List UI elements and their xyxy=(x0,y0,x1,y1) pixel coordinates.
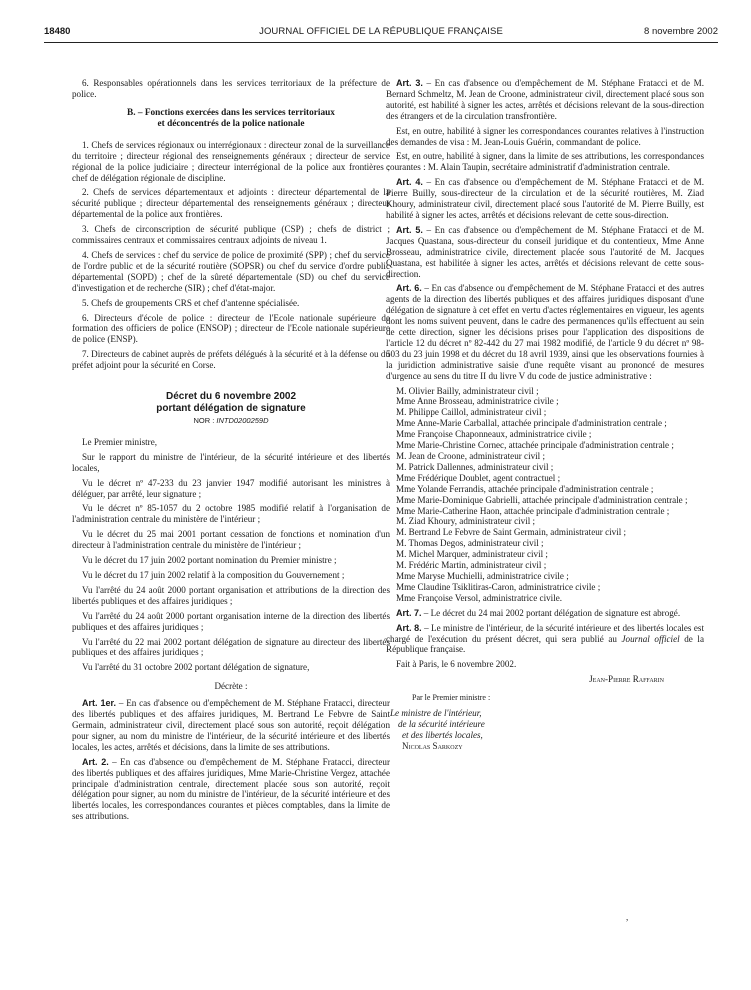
visa: Sur le rapport du ministre de l'intérieur, de la sécurité intérieure et des libertés locales, xyxy=(72,451,390,473)
visa: Vu l'arrêté du 24 août 2000 portant organisation et attributions de la direction des libertés publiques et des affaires juridiques ; xyxy=(72,584,390,606)
visa: Vu le décret du 17 juin 2002 portant nomination du Premier ministre ; xyxy=(82,555,337,566)
article-6-label: Art. 6. xyxy=(396,283,422,294)
decree-title-line-2: portant délégation de signature xyxy=(156,402,306,414)
section-b-title xyxy=(72,108,390,130)
signatory-name: Jean-Pierre Raffarin xyxy=(589,674,664,685)
journal-title: JOURNAL OFFICIEL DE LA RÉPUBLIQUE FRANÇAISE xyxy=(259,26,503,37)
list-item: M. Patrick Dallennes, administrateur civil ; xyxy=(396,461,554,472)
minister-title xyxy=(386,708,704,741)
minister-title-line-3: et des libertés locales, xyxy=(402,730,483,741)
fait-a-paris: Fait à Paris, le 6 novembre 2002. xyxy=(396,659,517,670)
function-item: 2. Chefs de services départementaux et adjoints : directeur départemental de la sécurité publique ; directeur départemental des renseignements généraux ; directeur départemental de la police aux frontières. xyxy=(72,187,390,220)
article-2 xyxy=(72,757,390,822)
visa: Vu l'arrêté du 22 mai 2002 portant délégation de signature au directeur des libertés publiques et des affaires juridiques ; xyxy=(72,636,390,658)
list-item: M. Thomas Degos, administrateur civil ; xyxy=(396,538,544,549)
visa: Vu le décret du 17 juin 2002 relatif à la composition du Gouvernement ; xyxy=(82,570,345,580)
list-item: Mme Maryse Muchielli, administratrice civile ; xyxy=(396,570,569,581)
visa: Vu le décret nº 47-233 du 23 janvier 1947 modifié autorisant les ministres à déléguer, par arrêté, leur signature ; xyxy=(72,477,390,499)
function-item: 7. Directeurs de cabinet auprès de préfets délégués à la sécurité et à la défense ou du préfet adjoint pour la sécurité en Corse. xyxy=(72,349,390,371)
nor-label: NOR : xyxy=(193,416,217,426)
list-item: M. Frédéric Martin, administrateur civil ; xyxy=(396,560,547,571)
list-item: M. Philippe Caillol, administrateur civil ; xyxy=(396,407,547,418)
list-item: M. Jean de Croone, administrateur civil ; xyxy=(396,451,545,461)
issue-date: 8 novembre 2002 xyxy=(644,26,718,37)
article-3-text: – En cas d'absence ou d'empêchement de M. Stéphane Fratacci et de M. Bernard Schmeltz, M. Jean de Croone, administrateur civil, directement placé sous son autorité, est habilité à signer les actes, arrêtés et décisions relevant de la sous-direction des étrangers et de la circulation transfrontière. xyxy=(386,78,704,121)
visa: Vu l'arrêté du 24 août 2000 portant organisation interne de la direction des libertés publiques et des affaires juridiques ; xyxy=(72,610,390,632)
article-6-text: – En cas d'absence ou d'empêchement de M. Stéphane Fratacci et des autres agents de la direction des libertés publiques et des affaires juridiques disposant d'une délégation de signature à cet effet en vertu d'actes réglementaires en vigueur, les agents dont les noms suivent peuvent, dans le cadre des permanences qu'ils effectuent au sein de cette direction, signer les décisions prises pour l'application des dispositions de l'article 12 du décret nº 82-442 du 27 mai 1982 modifié, de l'article 9 du décret nº 98-503 du 23 juin 1998 et du décret du 18 avril 1939, ainsi que les observations fournies à la juridiction administrative saisie d'une requête visant au prononcé de mesures d'urgence au sens du titre II du livre V du code de justice administrative : xyxy=(386,283,704,381)
nor-code: INTD0200259D xyxy=(216,416,269,426)
list-item: M. Olivier Bailly, administrateur civil ; xyxy=(396,385,539,396)
article-6 xyxy=(386,283,704,381)
function-item: 1. Chefs de services régionaux ou interrégionaux : directeur zonal de la surveillance du territoire ; directeur régional des renseignements généraux ; directeur de service régional de la police judiciaire ; directeur interrégional de la police aux frontières ; chef de délégation régionale de discipline. xyxy=(72,139,390,183)
section-b-title-line-1: B. – Fonctions exercées dans les services territoriaux xyxy=(127,107,335,118)
article-2-text: – En cas d'absence ou d'empêchement de M. Stéphane Fratacci, directeur des libertés publiques et des affaires juridiques, Mme Marie-Christine Vergez, attachée principale d'administration centrale, directement placée sous son autorité, reçoit délégation pour signer, au nom du ministre de l'intérieur, de la sécurité intérieure et des libertés locales, les correspondances courantes et pièces comptables, dans la limite de ses attributions. xyxy=(72,756,390,822)
premier-ministre: Le Premier ministre, xyxy=(82,436,158,447)
minister-title-line-1: Le ministre de l'intérieur, xyxy=(390,708,482,719)
list-item: Mme Anne-Marie Carballal, attachée principale d'administration centrale ; xyxy=(396,418,667,429)
article-5-text: – En cas d'absence ou d'empêchement de M. Stéphane Fratacci et de M. Jacques Quastana, sous-directeur du conseil juridique et du contentieux, Mme Anne Brosseau, administratrice civile, directement placée sous l'autorité de M. Jacques Quastana, est habilitée à signer les actes, arrêtés et décisions relevant de cette sous-direction. xyxy=(386,224,704,279)
article-5 xyxy=(386,225,704,280)
margin-mark: , xyxy=(626,912,629,922)
list-item: M. Michel Marquer, administrateur civil ; xyxy=(396,549,548,560)
article-7-text: – Le décret du 24 mai 2002 portant délégation de signature est abrogé. xyxy=(421,607,681,618)
list-item: Mme Frédérique Doublet, agent contractuel ; xyxy=(396,472,561,483)
article-1-label: Art. 1er. xyxy=(82,698,117,709)
par-le-premier-ministre: Par le Premier ministre : xyxy=(412,693,491,703)
article-4 xyxy=(386,177,704,221)
right-column xyxy=(386,78,704,752)
decree-title xyxy=(72,391,390,414)
left-column xyxy=(72,78,390,826)
article-3 xyxy=(386,78,704,122)
list-item: Mme Marie-Dominique Gabrielli, attachée principale d'administration centrale ; xyxy=(396,494,688,505)
agents-list xyxy=(386,386,704,604)
list-item: Mme Françoise Chaponneaux, administratrice civile ; xyxy=(396,429,592,440)
article-3-label: Art. 3. xyxy=(396,78,423,88)
function-item: 4. Chefs de services : chef du service de police de proximité (SPP) ; chef du service de l'ordre public et de la sécurité routière (SOPSR) ou chef du service d'ordre public départemental (SOPD) ; chef de la sûreté départementale (SD) ou chef du service d'investigation et de recherche (SIR) ; chef d'état-major. xyxy=(72,249,390,293)
function-item: 5. Chefs de groupements CRS et chef d'antenne spécialisée. xyxy=(82,297,300,308)
decrete-heading: Décrète : xyxy=(214,681,248,692)
list-item: Mme Marie-Catherine Haon, attachée principale d'administration centrale ; xyxy=(396,505,670,516)
article-8-text-1: – Le ministre de l'intérieur, de la sécurité intérieure et des libertés locales est chargé de l'exécution du présent décret, qui sera publié au xyxy=(386,622,704,644)
page-header xyxy=(44,26,718,42)
article-5-label: Art. 5. xyxy=(396,224,423,235)
minister-title-line-2: de la sécurité intérieure xyxy=(398,719,485,730)
list-item: Mme Anne Brosseau, administratrice civile ; xyxy=(396,396,559,407)
article-7-label: Art. 7. xyxy=(396,607,422,618)
visa: Vu le décret nº 85-1057 du 2 octobre 1985 modifié relatif à l'organisation de l'administration centrale du ministère de l'intérieur ; xyxy=(72,503,390,525)
decree-title-line-1: Décret du 6 novembre 2002 xyxy=(165,391,297,403)
article-4-text: – En cas d'absence ou d'empêchement de M. Stéphane Fratacci et de M. Pierre Builly, sous-directeur de la circulation et de la sécurité routières, M. Ziad Khoury, administrateur civil, directement placé sous l'autorité de M. Pierre Builly, est habilité à signer les actes, arrêtés et décisions relevant de cette sous-direction. xyxy=(386,177,704,220)
article-4-label: Art. 4. xyxy=(396,177,423,188)
list-item: Mme Marie-Christine Cornec, attachée principale d'administration centrale ; xyxy=(396,440,674,451)
intro-item: 6. Responsables opérationnels dans les services territoriaux de la préfecture de police. xyxy=(72,78,390,99)
article-3-paragraph: Est, en outre, habilité à signer, dans la limite de ses attributions, les correspondances courantes : M. Alain Taupin, secrétaire administratif d'administration centrale. xyxy=(386,151,704,173)
list-item: Mme Françoise Versol, administratrice civile. xyxy=(396,592,563,603)
list-item: M. Bertrand Le Febvre de Saint Germain, administrateur civil ; xyxy=(396,527,627,538)
list-item: M. Ziad Khoury, administrateur civil ; xyxy=(396,516,536,527)
page-number: 18480 xyxy=(44,26,71,37)
header-rule xyxy=(44,42,718,43)
visa: Vu l'arrêté du 31 octobre 2002 portant délégation de signature, xyxy=(82,662,310,673)
article-8-label: Art. 8. xyxy=(396,622,422,633)
article-1-text: – En cas d'absence ou d'empêchement de M. Stéphane Fratacci, directeur des libertés publiques et des affaires juridiques, M. Bertrand Le Febvre de Saint Germain, administrateur civil, directement placé sous son autorité, reçoit délégation pour signer, au nom du ministre de l'intérieur, de la sécurité intérieure et des libertés locales, les actes, arrêtés et décisions, dans la limite de ses attributions. xyxy=(72,698,390,752)
visa: Vu le décret du 25 mai 2001 portant cessation de fonctions et nomination d'un directeur à l'administration centrale du ministère de l'intérieur ; xyxy=(72,529,390,551)
article-3-paragraph: Est, en outre, habilité à signer les correspondances courantes relatives à l'instruction des demandes de visa : M. Jean-Louis Guérin, commandant de police. xyxy=(386,125,704,147)
journal-officiel-ref: Journal officiel xyxy=(621,633,680,644)
article-8 xyxy=(386,623,704,656)
article-8-text-2: de la République française. xyxy=(386,633,704,655)
list-item: Mme Yolande Ferrandis, attachée principale d'administration centrale ; xyxy=(396,483,654,494)
minister-name: Nicolas Sarkozy xyxy=(402,741,463,752)
list-item: Mme Claudine Tsiklitiras-Caron, administratrice civile ; xyxy=(396,581,601,592)
function-item: 6. Directeurs d'école de police : directeur de l'Ecole nationale supérieure de formation des officiers de police (ENSOP) ; directeur de l'Ecole nationale supérieure de police (ENSP). xyxy=(72,312,390,345)
nor-reference xyxy=(72,416,390,427)
article-7 xyxy=(386,608,704,619)
article-1 xyxy=(72,698,390,753)
article-2-label: Art. 2. xyxy=(82,756,109,767)
section-b-title-line-2: et déconcentrés de la police nationale xyxy=(157,118,305,129)
function-item: 3. Chefs de circonscription de sécurité publique (CSP) ; chefs de district ; commissaires centraux et commissaires centraux adjoints de niveau 1. xyxy=(72,224,390,246)
